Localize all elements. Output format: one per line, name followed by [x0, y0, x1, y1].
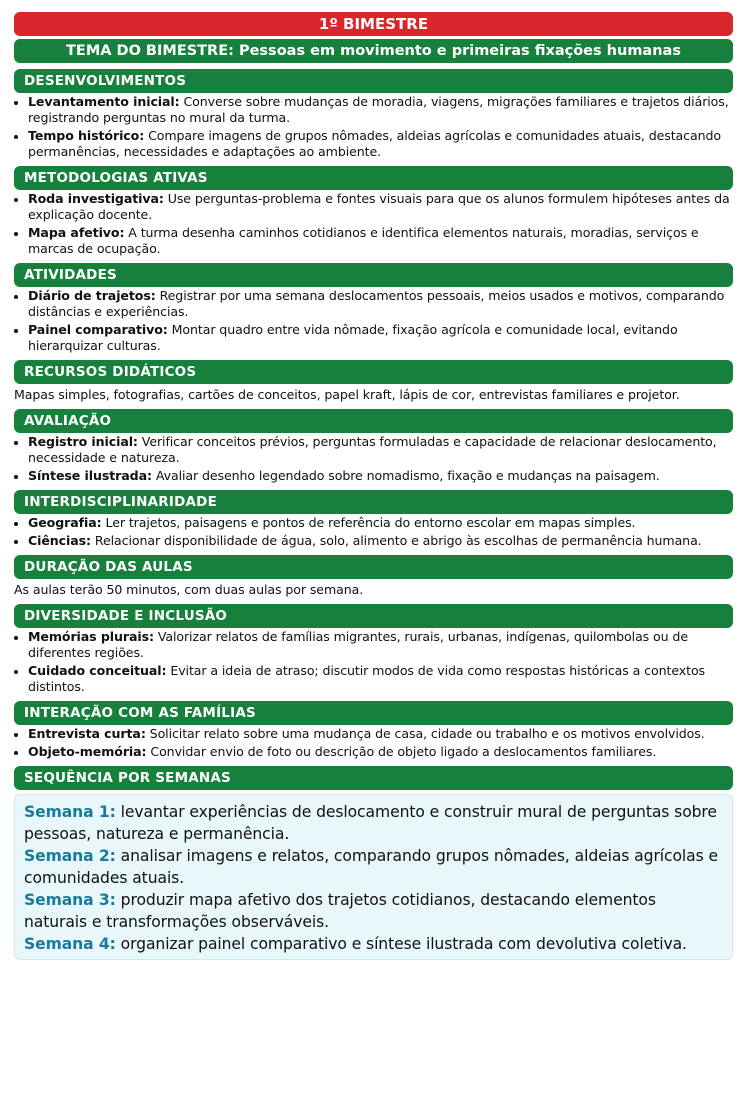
- section-header-familias: INTERAÇÃO COM AS FAMÍLIAS: [14, 701, 733, 725]
- item-text: Solicitar relato sobre uma mudança de casa, cidade ou trabalho e os motivos envolvidos.: [145, 726, 705, 741]
- item-text: Evitar a ideia de atraso; discutir modos de vida como respostas históricas a contextos distintos.: [28, 663, 706, 694]
- week-text: organizar painel comparativo e síntese ilustrada com devolutiva coletiva.: [115, 935, 687, 953]
- bimester-title: 1º BIMESTRE: [14, 12, 733, 36]
- week-item: [24, 801, 722, 845]
- item-label: Mapa afetivo:: [28, 225, 125, 240]
- section-header-duracao: DURAÇÃO DAS AULAS: [14, 555, 733, 579]
- item-label: Entrevista curta:: [28, 726, 146, 741]
- item-text: Ler trajetos, paisagens e pontos de referência do entorno escolar em mapas simples.: [101, 515, 636, 530]
- list-item: [28, 322, 733, 354]
- duracao-text: As aulas terão 50 minutos, com duas aulas por semana.: [14, 582, 364, 597]
- item-label: Objeto-memória:: [28, 744, 147, 759]
- list-item: [28, 744, 733, 760]
- item-label: Tempo histórico:: [28, 128, 145, 143]
- item-label: Registro inicial:: [28, 434, 138, 449]
- lesson-plan-page: [14, 12, 733, 960]
- week-label: Semana 1:: [24, 803, 116, 821]
- item-label: Levantamento inicial:: [28, 94, 180, 109]
- item-text: Use perguntas-problema e fontes visuais para que os alunos formulem hipóteses antes da explicação docente.: [28, 191, 730, 222]
- section-header-diversidade: DIVERSIDADE E INCLUSÃO: [14, 604, 733, 628]
- item-label: Painel comparativo:: [28, 322, 168, 337]
- item-text: Avaliar desenho legendado sobre nomadismo, fixação e mudanças na paisagem.: [151, 468, 660, 483]
- list-metodologias: [14, 191, 733, 257]
- list-item: [28, 191, 733, 223]
- list-avaliacao: [14, 434, 733, 484]
- list-atividades: [14, 288, 733, 354]
- list-item: [28, 468, 733, 484]
- item-text: Montar quadro entre vida nômade, fixação agrícola e comunidade local, evitando hierarquizar culturas.: [28, 322, 678, 353]
- list-item: [28, 94, 733, 126]
- list-item: [28, 288, 733, 320]
- item-label: Memórias plurais:: [28, 629, 154, 644]
- list-interdisciplinaridade: [14, 515, 733, 549]
- section-header-interdisciplinaridade: INTERDISCIPLINARIDADE: [14, 490, 733, 514]
- list-item: [28, 629, 733, 661]
- list-item: [28, 533, 733, 549]
- list-item: [28, 515, 733, 531]
- section-header-avaliacao: AVALIAÇÃO: [14, 409, 733, 433]
- list-familias: [14, 726, 733, 760]
- item-text: Verificar conceitos prévios, perguntas formuladas e capacidade de relacionar deslocamento, necessidade e natureza.: [28, 434, 717, 465]
- item-label: Cuidado conceitual:: [28, 663, 167, 678]
- bimester-theme: TEMA DO BIMESTRE: Pessoas em movimento e primeiras fixações humanas: [14, 39, 733, 63]
- item-text: Converse sobre mudanças de moradia, viagens, migrações familiares e trajetos diários, registrando perguntas no mural da turma.: [28, 94, 729, 125]
- list-item: [28, 663, 733, 695]
- item-text: Relacionar disponibilidade de água, solo, alimento e abrigo às escolhas de permanência humana.: [90, 533, 702, 548]
- recursos-text: Mapas simples, fotografias, cartões de conceitos, papel kraft, lápis de cor, entrevistas familiares e projetor.: [14, 387, 680, 402]
- list-desenvolvimentos: [14, 94, 733, 160]
- week-label: Semana 2:: [24, 847, 116, 865]
- weeks-box: [14, 794, 733, 960]
- week-label: Semana 3:: [24, 891, 116, 909]
- list-item: [28, 128, 733, 160]
- section-header-atividades: ATIVIDADES: [14, 263, 733, 287]
- item-label: Roda investigativa:: [28, 191, 164, 206]
- week-text: produzir mapa afetivo dos trajetos cotidianos, destacando elementos naturais e transformações observáveis.: [24, 891, 656, 931]
- section-header-recursos: RECURSOS DIDÁTICOS: [14, 360, 733, 384]
- week-item: [24, 889, 722, 933]
- item-label: Diário de trajetos:: [28, 288, 156, 303]
- section-header-desenvolvimentos: DESENVOLVIMENTOS: [14, 69, 733, 93]
- list-item: [28, 225, 733, 257]
- list-item: [28, 434, 733, 466]
- section-header-sequencia: SEQUÊNCIA POR SEMANAS: [14, 766, 733, 790]
- week-item: [24, 845, 722, 889]
- item-text: A turma desenha caminhos cotidianos e identifica elementos naturais, moradias, serviços e marcas de ocupação.: [28, 225, 699, 256]
- item-text: Valorizar relatos de famílias migrantes, rurais, urbanas, indígenas, quilombolas ou de diferentes regiões.: [28, 629, 688, 660]
- list-item: [28, 726, 733, 742]
- item-text: Compare imagens de grupos nômades, aldeias agrícolas e comunidades atuais, destacando permanências, necessidades e adaptações ao ambiente.: [28, 128, 721, 159]
- item-text: Registrar por uma semana deslocamentos pessoais, meios usados e motivos, comparando distâncias e experiências.: [28, 288, 725, 319]
- week-text: analisar imagens e relatos, comparando grupos nômades, aldeias agrícolas e comunidades atuais.: [24, 847, 718, 887]
- item-label: Síntese ilustrada:: [28, 468, 152, 483]
- week-text: levantar experiências de deslocamento e construir mural de perguntas sobre pessoas, natureza e permanência.: [24, 803, 717, 843]
- section-header-metodologias: METODOLOGIAS ATIVAS: [14, 166, 733, 190]
- item-text: Convidar envio de foto ou descrição de objeto ligado a deslocamentos familiares.: [146, 744, 657, 759]
- item-label: Ciências:: [28, 533, 91, 548]
- list-diversidade: [14, 629, 733, 695]
- week-item: [24, 933, 722, 955]
- item-label: Geografia:: [28, 515, 102, 530]
- week-label: Semana 4:: [24, 935, 116, 953]
